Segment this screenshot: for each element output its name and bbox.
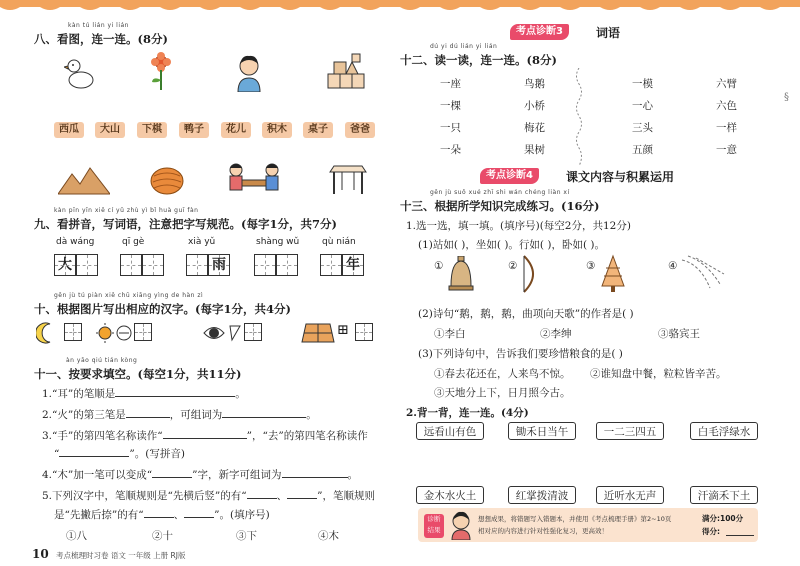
- q12-col2-item[interactable]: 梅花: [524, 122, 545, 134]
- q10-cell-1[interactable]: [64, 323, 82, 341]
- q13-s1b-opt1[interactable]: ①李白: [434, 328, 466, 340]
- diagnosis-text-1: 想想成果，将错题写入错题本，并使用《考点梳理手册》第2~10页: [478, 515, 672, 523]
- playing-chess-icon: [226, 160, 282, 198]
- eye-icon: [202, 322, 242, 344]
- q12-col3-item[interactable]: 一心: [632, 100, 653, 112]
- q11-l4-blank1[interactable]: [152, 477, 192, 478]
- flower-icon: [148, 52, 174, 92]
- q9-grid-cell[interactable]: [142, 254, 164, 276]
- q9-grid-char: [187, 255, 207, 275]
- tag-xigua[interactable]: 西瓜: [54, 122, 84, 138]
- q11-l3b-text: ”，“去”的第四笔名称读作: [246, 430, 368, 442]
- q9-grid-cell: [54, 254, 76, 276]
- q11-opt-1[interactable]: ①八: [66, 530, 87, 542]
- q12-title: 十二、读一读，连一连。(8分): [400, 53, 557, 67]
- q11-line3b: [54, 446, 185, 461]
- q13-s1c: (3)下列诗句中，告诉我们要珍惜粮食的是( ): [418, 348, 623, 360]
- q12-pinyin: dú yi dú lián yi lián: [430, 43, 498, 50]
- q13-pinyin: gēn jù suǒ xué zhī shi wán chéng liàn xí: [430, 189, 570, 196]
- q9-word-pinyin: xià yǔ: [188, 237, 216, 247]
- tag-baba[interactable]: 爸爸: [345, 122, 375, 138]
- q9-grid-char: 大: [58, 257, 72, 273]
- badge-3-title: 词语: [596, 26, 621, 40]
- page-number: 10: [32, 547, 49, 561]
- table-icon: [328, 164, 368, 196]
- edge-mark: §: [784, 92, 789, 103]
- q12-col1-item[interactable]: 一座: [440, 78, 461, 90]
- bell-icon: [446, 256, 476, 292]
- q11-line2: 2.“火”的第三笔是 ，可组词为 。: [42, 409, 317, 421]
- q9-grid-char: [321, 255, 341, 275]
- q11-l1-blank[interactable]: [115, 396, 235, 397]
- q9-grid-cell[interactable]: [76, 254, 98, 276]
- tian-glyph: ⊞: [337, 322, 349, 338]
- q9-grid-char: [121, 255, 141, 275]
- blocks-icon: [326, 52, 366, 90]
- tag-jimu[interactable]: 积木: [262, 122, 292, 138]
- q10-title: 十、根据图片写出相应的汉字。(每字1分，共4分): [34, 302, 291, 316]
- q12-col4-item[interactable]: 一样: [716, 122, 737, 134]
- q11-l5-blank2[interactable]: [287, 498, 317, 499]
- q10-cell-4[interactable]: [355, 323, 373, 341]
- q11-l5d-text: ”。(填序号): [214, 509, 270, 521]
- q13-title: 十三、根据所学知识完成练习。(16分): [400, 199, 600, 213]
- sun-icon: [96, 322, 132, 344]
- q8-title: 八、看图，连一连。(8分): [34, 32, 168, 46]
- moon-icon: [36, 322, 62, 344]
- q11-l3-blank2[interactable]: [59, 456, 129, 457]
- q11-line3: [42, 428, 368, 443]
- bottom-box-1[interactable]: 金木水火土: [416, 486, 484, 504]
- right-page: [400, 0, 800, 566]
- q11-l5a-text: 5.下列汉字中，笔顺规则是“先横后竖”的有“: [42, 490, 247, 502]
- q13-s1c-3[interactable]: ③天地分上下，日月照今古。: [434, 387, 571, 399]
- q9-grid-char: [143, 255, 163, 275]
- q11-l4b-text: ”字，新字可组词为: [192, 469, 282, 481]
- q12-col4-item[interactable]: 六色: [716, 100, 737, 112]
- score-get: 得分:: [702, 527, 720, 536]
- q11-l3a-text: 3.“手”的第四笔名称读作“: [42, 430, 163, 442]
- q13-s1b-opt2[interactable]: ②李绅: [540, 328, 572, 340]
- q11-l3c-text: “: [54, 448, 60, 460]
- q12-col1-item[interactable]: 一朵: [440, 144, 461, 156]
- top-box-1[interactable]: 远看山有色: [416, 422, 484, 440]
- q10-cell-2[interactable]: [134, 323, 152, 341]
- q12-col3-item[interactable]: 一模: [632, 78, 653, 90]
- q13-s1: 1.选一选，填一填。(填序号)(每空2分，共12分): [406, 220, 631, 232]
- q11-opt-4[interactable]: ④木: [318, 530, 339, 542]
- q12-col1-item[interactable]: 一棵: [440, 100, 461, 112]
- mountain-icon: [58, 166, 110, 196]
- q9-grid-cell: [342, 254, 364, 276]
- q9-grid-cell[interactable]: [320, 254, 342, 276]
- q12-col1-item[interactable]: 一只: [440, 122, 461, 134]
- q13-s2: 2.背一背，连一连。(4分): [406, 407, 529, 419]
- q11-l3-blank1[interactable]: [163, 438, 247, 439]
- q9-grid-char: 年: [346, 257, 360, 273]
- diagnosis-text-2: 相对应的内容进行针对性强化复习，更高效！: [478, 527, 608, 535]
- opt-pic-1-label: ①: [434, 260, 444, 272]
- tag-zhuozi[interactable]: 桌子: [303, 122, 333, 138]
- badge-3: 考点诊断3: [510, 24, 569, 40]
- q10-cell-3[interactable]: [244, 323, 262, 341]
- q12-col2-item[interactable]: 小桥: [524, 100, 545, 112]
- top-box-3[interactable]: 一二三四五: [596, 422, 664, 440]
- q11-opt-2[interactable]: ②十: [152, 530, 173, 542]
- q9-grid-cell[interactable]: [254, 254, 276, 276]
- opt-pic-3-label: ③: [586, 260, 596, 272]
- q11-l5-blank4[interactable]: [184, 517, 214, 518]
- q8-pinyin: kàn tú lián yi lián: [68, 22, 129, 29]
- tag-dashan[interactable]: 大山: [95, 122, 125, 138]
- q11-l3d-text: ”。(写拼音): [129, 448, 185, 460]
- tag-huaer[interactable]: 花儿: [221, 122, 251, 138]
- q11-l5c-text: 是“先撇后捺”的有“: [54, 509, 144, 521]
- q10-pinyin: gēn jù tú piàn xiě chū xiāng yìng de hàn zì: [54, 292, 204, 299]
- score-full: 满分:100分: [702, 514, 744, 523]
- q12-col2-item[interactable]: 果树: [524, 144, 545, 156]
- q11-l2b-text: ，可组词为: [169, 409, 223, 421]
- wind-icon: [680, 254, 726, 294]
- duck-icon: [64, 54, 96, 90]
- top-box-2[interactable]: 锄禾日当午: [508, 422, 576, 440]
- q11-l2-blank1[interactable]: [126, 417, 170, 418]
- top-box-4[interactable]: 白毛浮绿水: [690, 422, 758, 440]
- q11-line4: 4.“木”加一笔可以变成“ ”字，新字可组词为 。: [42, 469, 358, 481]
- father-icon: [232, 52, 266, 92]
- q13-s1b-opt3[interactable]: ③骆宾王: [658, 328, 700, 340]
- bottom-box-2[interactable]: 红掌拨清波: [508, 486, 576, 504]
- opt-pic-2-label: ②: [508, 260, 518, 272]
- field-icon: [300, 322, 336, 344]
- q11-l5b-text: ”，笔顺规则: [317, 490, 375, 502]
- q9-word-pinyin: qī gè: [122, 237, 145, 247]
- q11-l1-text: 1.“耳”的笔顺是: [42, 388, 116, 400]
- bottom-box-4[interactable]: 汗滴禾下土: [690, 486, 758, 504]
- badge-4-title: 课文内容与积累运用: [566, 170, 675, 184]
- student-icon: [448, 510, 474, 540]
- opt-pic-4-label: ④: [668, 260, 678, 272]
- q11-l2a-text: 2.“火”的第三笔是: [42, 409, 126, 421]
- bow-icon: [520, 254, 542, 294]
- q11-opt-3[interactable]: ③下: [236, 530, 257, 542]
- q12-col3-item[interactable]: 三头: [632, 122, 653, 134]
- pine-icon: [600, 254, 626, 294]
- q9-word-pinyin: qù nián: [322, 237, 356, 247]
- q11-line1: 1.“耳”的笔顺是 。: [42, 388, 246, 400]
- q9-title: 九、看拼音，写词语，注意把字写规范。(每字1分，共7分): [34, 217, 337, 231]
- q11-line5: 5.下列汉字中，笔顺规则是“先横后竖”的有“ 、 ”，笔顺规则: [42, 490, 375, 502]
- footer-text: 考点梳理时习卷 语文 一年级 上册 RJ版: [56, 551, 186, 560]
- q9-word-pinyin: dà wáng: [56, 237, 95, 247]
- q11-l4-blank2[interactable]: [282, 477, 348, 478]
- q9-grid-char: 雨: [212, 257, 226, 273]
- q11-l5-blank1[interactable]: [247, 498, 277, 499]
- tag-xiaqi[interactable]: 下棋: [137, 122, 167, 138]
- q13-s1a: (1)站如( )，坐如( )。行如( )，卧如( )。: [418, 239, 605, 251]
- q9-grid-cell[interactable]: [120, 254, 142, 276]
- q13-s1b: (2)诗句“鹅，鹅，鹅，曲项向天歌”的作者是( ): [418, 308, 634, 320]
- q11-l2-blank2[interactable]: [222, 417, 306, 418]
- tag-yazi[interactable]: 鸭子: [179, 122, 209, 138]
- watermelon-icon: [150, 166, 184, 196]
- q9-grid-char: [77, 255, 97, 275]
- q11-title: 十一、按要求填空。(每空1分，共11分): [34, 367, 242, 381]
- badge-4: 考点诊断4: [480, 168, 539, 184]
- q9-pinyin: kàn pīn yīn xiě cí yǔ zhù yì bǐ huà guī fàn: [54, 207, 199, 214]
- q13-s1c-2[interactable]: ②谁知盘中餐，粒粒皆辛苦。: [590, 368, 727, 380]
- q9-grid-cell[interactable]: [186, 254, 208, 276]
- diagnosis-label: 诊断 结果: [424, 514, 444, 538]
- q9-grid-cell[interactable]: [276, 254, 298, 276]
- q9-grid-cell: [208, 254, 230, 276]
- q11-l4a-text: 4.“木”加一笔可以变成“: [42, 469, 153, 481]
- q11-pinyin: àn yāo qiú tián kòng: [66, 357, 138, 364]
- q11-l5-blank3[interactable]: [144, 517, 174, 518]
- score-blank[interactable]: [726, 535, 754, 536]
- q12-col4-item[interactable]: 六臂: [716, 78, 737, 90]
- q13-s1c-1[interactable]: ①春去花还在，人来鸟不惊。: [434, 368, 571, 380]
- q11-line5b: 是“先撇后捺”的有“ 、 ”。(填序号): [54, 509, 270, 521]
- bottom-box-3[interactable]: 近听水无声: [596, 486, 664, 504]
- q12-col2-item[interactable]: 鸟鹅: [524, 78, 545, 90]
- q9-grid-char: [255, 255, 275, 275]
- q9-grid-char: [277, 255, 297, 275]
- q12-col4-item[interactable]: 一意: [716, 144, 737, 156]
- q12-col3-item[interactable]: 五颜: [632, 144, 653, 156]
- q9-word-pinyin: shàng wǔ: [256, 237, 300, 247]
- chain-divider: [572, 68, 586, 166]
